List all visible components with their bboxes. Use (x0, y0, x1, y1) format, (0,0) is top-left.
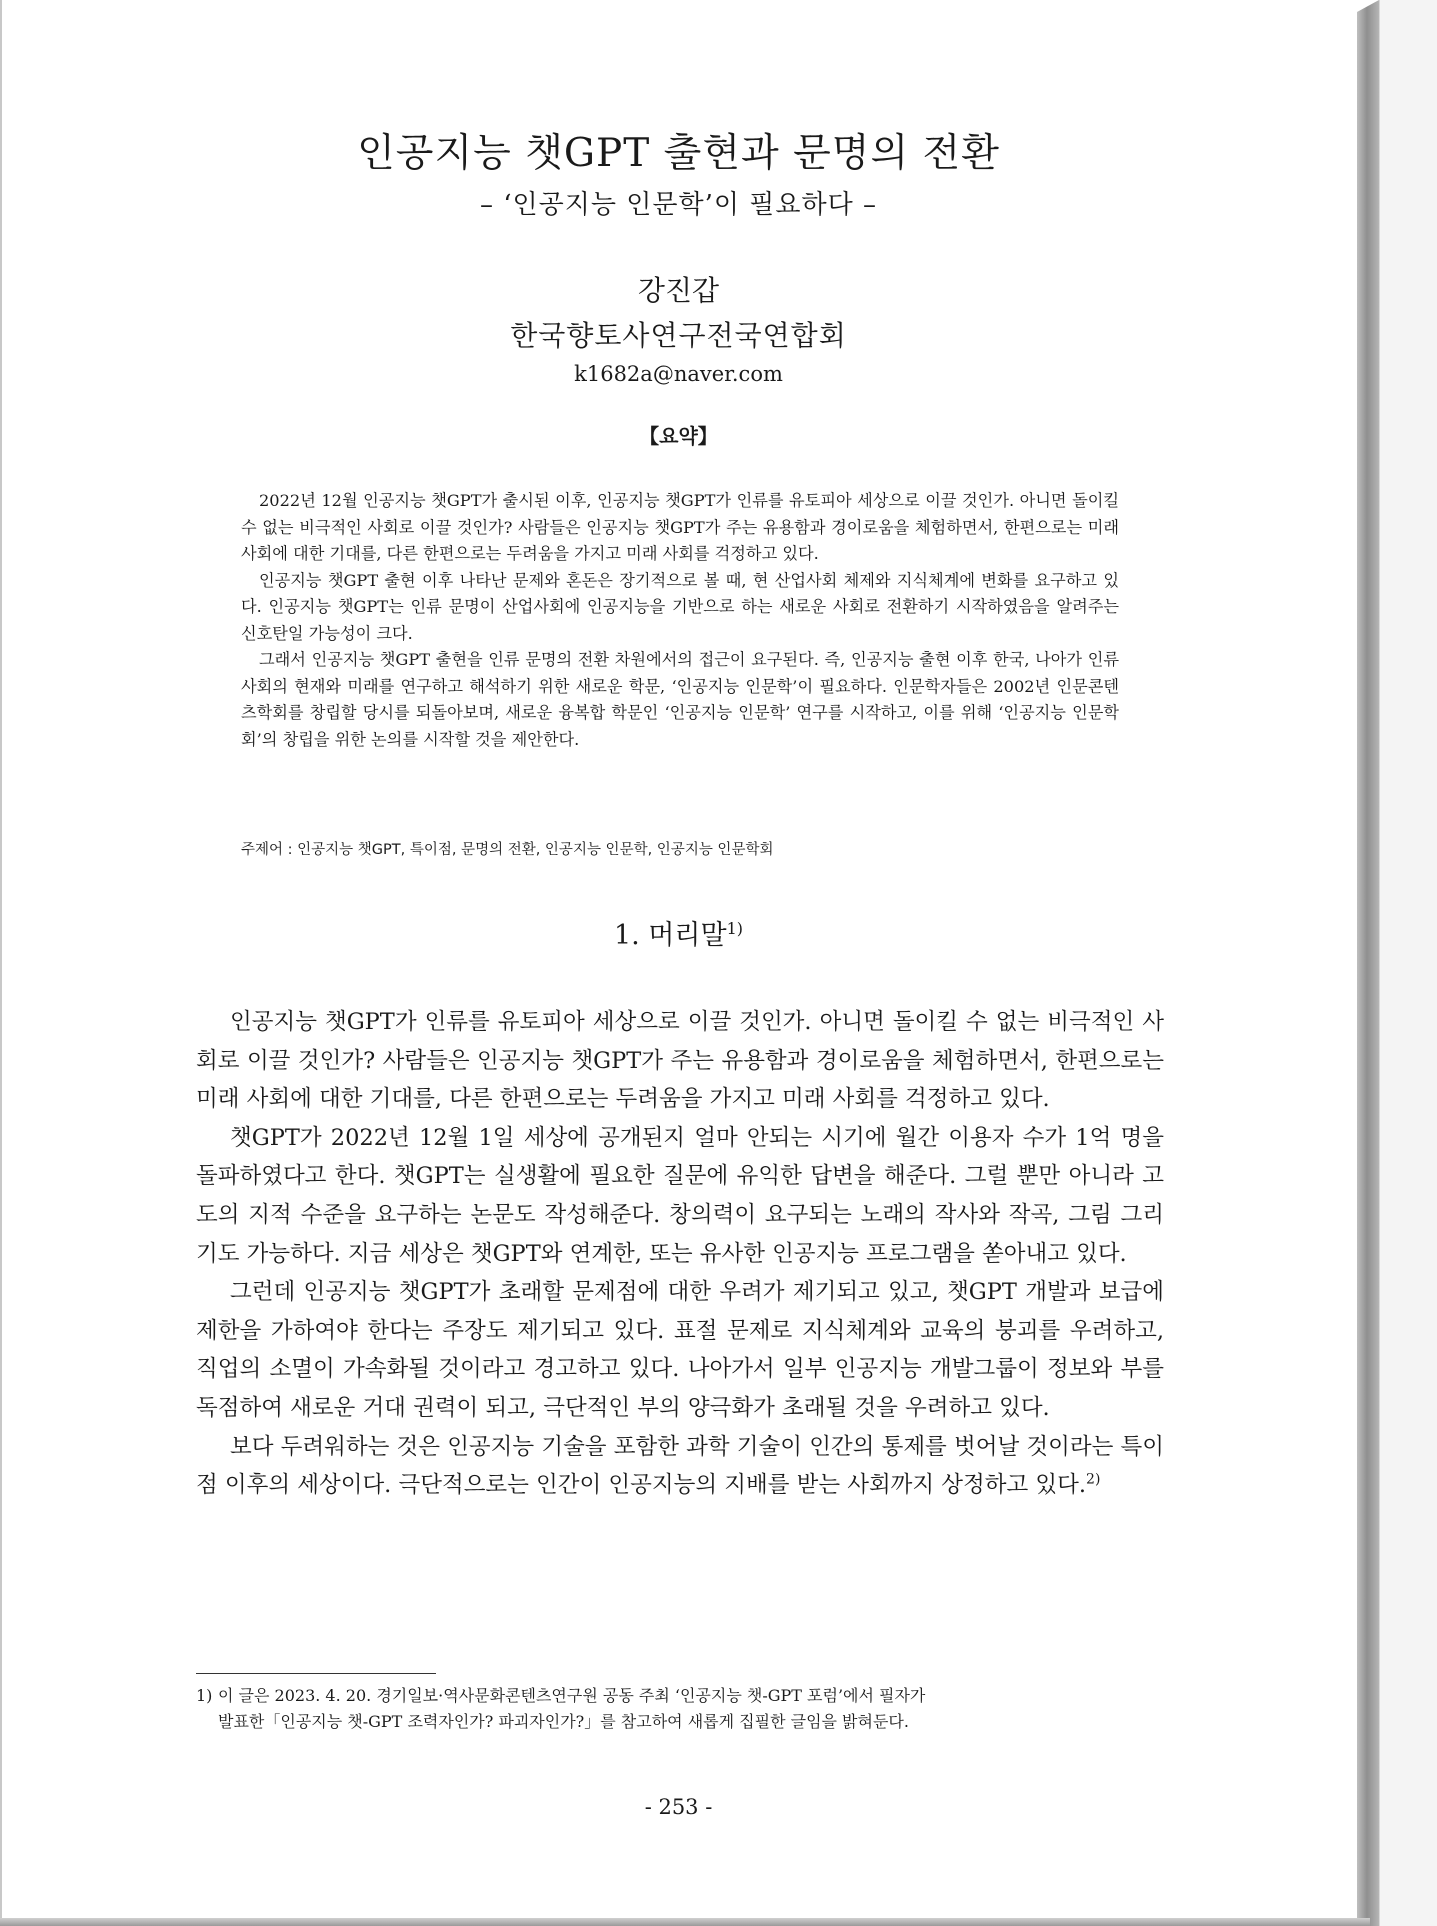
footnote (196, 1683, 1164, 1735)
body-paragraph (196, 1428, 1164, 1505)
section-heading-text: 1. 머리말 (613, 920, 727, 951)
body-paragraph-text: 보다 두려워하는 것은 인공지능 기술을 포함한 과학 기술이 인간의 통제를 벗어날 것이라는 특이점 이후의 세상이다. 극단적으로는 인간이 인공지능의 지배를 받는 사회까지 상정하고 있다. (196, 1433, 1164, 1499)
abstract-heading: 【요약】 (639, 424, 718, 448)
footnote-ref-1: 1) (726, 919, 743, 938)
body-paragraph: 인공지능 챗GPT가 인류를 유토피아 세상으로 이끌 것인가. 아니면 돌이킬 수 없는 비극적인 사회로 이끌 것인가? 사람들은 인공지능 챗GPT가 주는 유용함과 경이로움을 체험하면서, 한편으로는 미래 사회에 대한 기대를, 다른 한편으로는 두려움을 가지고 미래 사회를 걱정하고 있다. (196, 1009, 1164, 1113)
section-heading (0, 913, 1357, 952)
footnote-number: 1) (196, 1686, 213, 1705)
page-right-edge-shadow (1357, 0, 1379, 1926)
page-number: - 253 - (644, 1795, 713, 1819)
author-name: 강진갑 (637, 274, 720, 307)
viewer-background (1379, 0, 1437, 1926)
footnote-line: 발표한「인공지능 챗-GPT 조력자인가? 파괴자인가?」를 참고하여 새롭게 집필한 글임을 밝혀둔다. (218, 1712, 909, 1731)
footnote-line: 이 글은 2023. 4. 20. 경기일보·역사문화콘텐츠연구원 공동 주최 ‘인공지능 챗-GPT 포럼’에서 필자가 (218, 1686, 926, 1705)
abstract-paragraph: 인공지능 챗GPT 출현 이후 나타난 문제와 혼돈은 장기적으로 볼 때, 현 산업사회 체제와 지식체계에 변화를 요구하고 있다. 인공지능 챗GPT는 인류 문명이 산업사회에 인공지능을 기반으로 하는 새로운 사회로 전환하기 시작하였음을 알려주는 신호탄일 가능성이 크다. (241, 570, 1119, 643)
body-text (196, 1003, 1164, 1505)
abstract (241, 488, 1119, 753)
paper-title: 인공지능 챗GPT 출현과 문명의 전환 (357, 131, 1000, 176)
abstract-paragraph: 그래서 인공지능 챗GPT 출현을 인류 문명의 전환 차원에서의 접근이 요구된다. 즉, 인공지능 출현 이후 한국, 나아가 인류 사회의 현재와 미래를 연구하고 해석하기 위한 새로운 학문, ‘인공지능 인문학’이 필요하다. 인문학자들은 2002년 인문콘텐츠학회를 창립할 당시를 되돌아보며, 새로운 융복합 학문인 ‘인공지능 인문학’ 연구를 시작하고, 이를 위해 ‘인공지능 인문학회’의 창립을 위한 논의를 시작할 것을 제안한다. (241, 650, 1119, 749)
footnote-ref-2: 2) (1086, 1471, 1101, 1488)
abstract-paragraph: 2022년 12월 인공지능 챗GPT가 출시된 이후, 인공지능 챗GPT가 인류를 유토피아 세상으로 이끌 것인가. 아니면 돌이킬 수 없는 비극적인 사회로 이끌 것인가? 사람들은 인공지능 챗GPT가 주는 유용함과 경이로움을 체험하면서, 한편으로는 미래 사회에 대한 기대를, 다른 한편으로는 두려움을 가지고 미래 사회를 걱정하고 있다. (241, 491, 1119, 563)
keywords: 주제어 : 인공지능 챗GPT, 특이점, 문명의 전환, 인공지능 인문학, 인공지능 인문학회 (241, 842, 774, 858)
author-affiliation: 한국향토사연구전국연합회 (510, 319, 847, 352)
paper-subtitle: – ‘인공지능 인문학’이 필요하다 – (480, 190, 877, 220)
footnote-divider (196, 1673, 436, 1674)
body-paragraph: 챗GPT가 2022년 12월 1일 세상에 공개된지 얼마 안되는 시기에 월간 이용자 수가 1억 명을 돌파하였다고 한다. 챗GPT는 실생활에 필요한 질문에 유익한 답변을 해준다. 그럴 뿐만 아니라 고도의 지적 수준을 요구하는 논문도 작성해준다. 창의력이 요구되는 노래의 작사와 작곡, 그림 그리기도 가능하다. 지금 세상은 챗GPT와 연계한, 또는 유사한 인공지능 프로그램을 쏟아내고 있다. (196, 1124, 1164, 1267)
author-email: k1682a@naver.com (574, 362, 783, 386)
page-bottom-edge (0, 1918, 1370, 1926)
body-paragraph: 그런데 인공지능 챗GPT가 초래할 문제점에 대한 우려가 제기되고 있고, 챗GPT 개발과 보급에 제한을 가하여야 한다는 주장도 제기되고 있다. 표절 문제로 지식체계와 교육의 붕괴를 우려하고, 직업의 소멸이 가속화될 것이라고 경고하고 있다. 나아가서 일부 인공지능 개발그룹이 정보와 부를 독점하여 새로운 거대 권력이 되고, 극단적인 부의 양극화가 초래될 것을 우려하고 있다. (196, 1279, 1164, 1421)
